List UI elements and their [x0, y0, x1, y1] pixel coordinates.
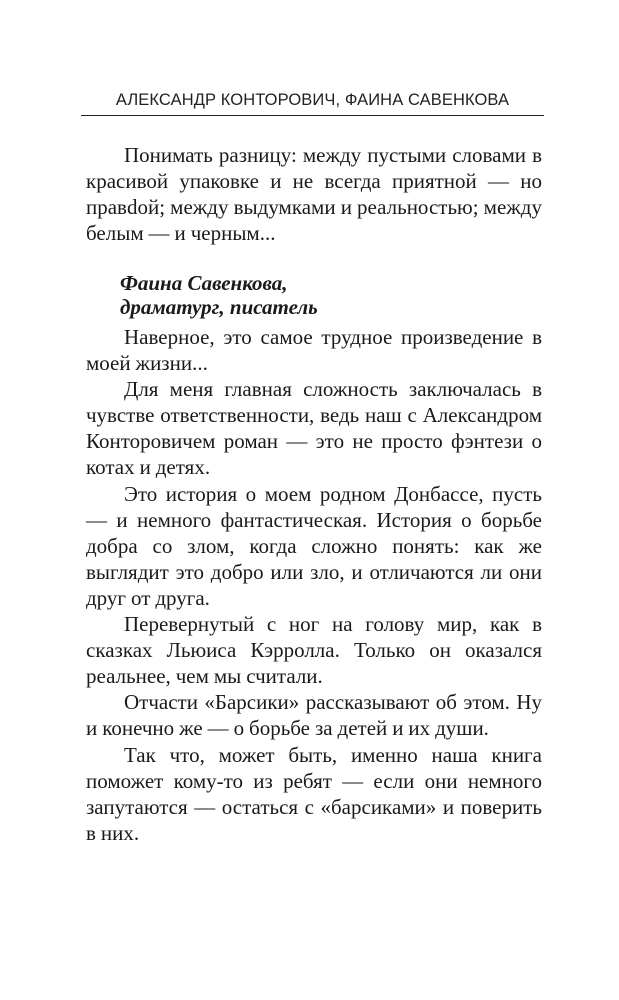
- intro-paragraph: Понимать разницу: между пустыми словами в красивой упаковке и не всегда приятной — но правdой; между выдумками и реальностью; между белым — и черным...: [86, 143, 542, 246]
- intro-block: [86, 142, 542, 246]
- body-paragraph: Для меня главная сложность заключалась в чувстве ответственности, ведь наш с Александром Конторовичем роман — это не просто фэнтези о котах и детях.: [86, 377, 542, 480]
- body-paragraph: Это история о моем родном Донбассе, пусть — и немного фантастическая. История о борьбе добра со злом, когда сложно понять: как же выглядит это добро или зло, и отличаются ли они друг от друга.: [86, 481, 542, 610]
- header-rule: [81, 115, 544, 116]
- author-role: драматург, писатель: [120, 295, 318, 319]
- body-text: [86, 324, 542, 846]
- author-heading: [120, 271, 540, 319]
- body-paragraph: Перевернутый с ног на голову мир, как в сказках Льюиса Кэрролла. Только он оказался реальнее, чем мы считали.: [86, 612, 542, 689]
- author-name: Фаина Савенкова,: [120, 271, 288, 295]
- body-paragraph: Отчасти «Барсики» рассказывают об этом. Ну и конечно же — о борьбе за детей и их души.: [86, 690, 542, 741]
- body-paragraph: Так что, может быть, именно наша книга поможет кому-то из ребят — если они немного запутаются — остаться с «барсиками» и поверить в них.: [86, 742, 542, 845]
- body-paragraph: Наверное, это самое трудное произведение в моей жизни...: [86, 325, 542, 376]
- running-header: АЛЕКСАНДР КОНТОРОВИЧ, ФАИНА САВЕНКОВА: [115, 91, 510, 109]
